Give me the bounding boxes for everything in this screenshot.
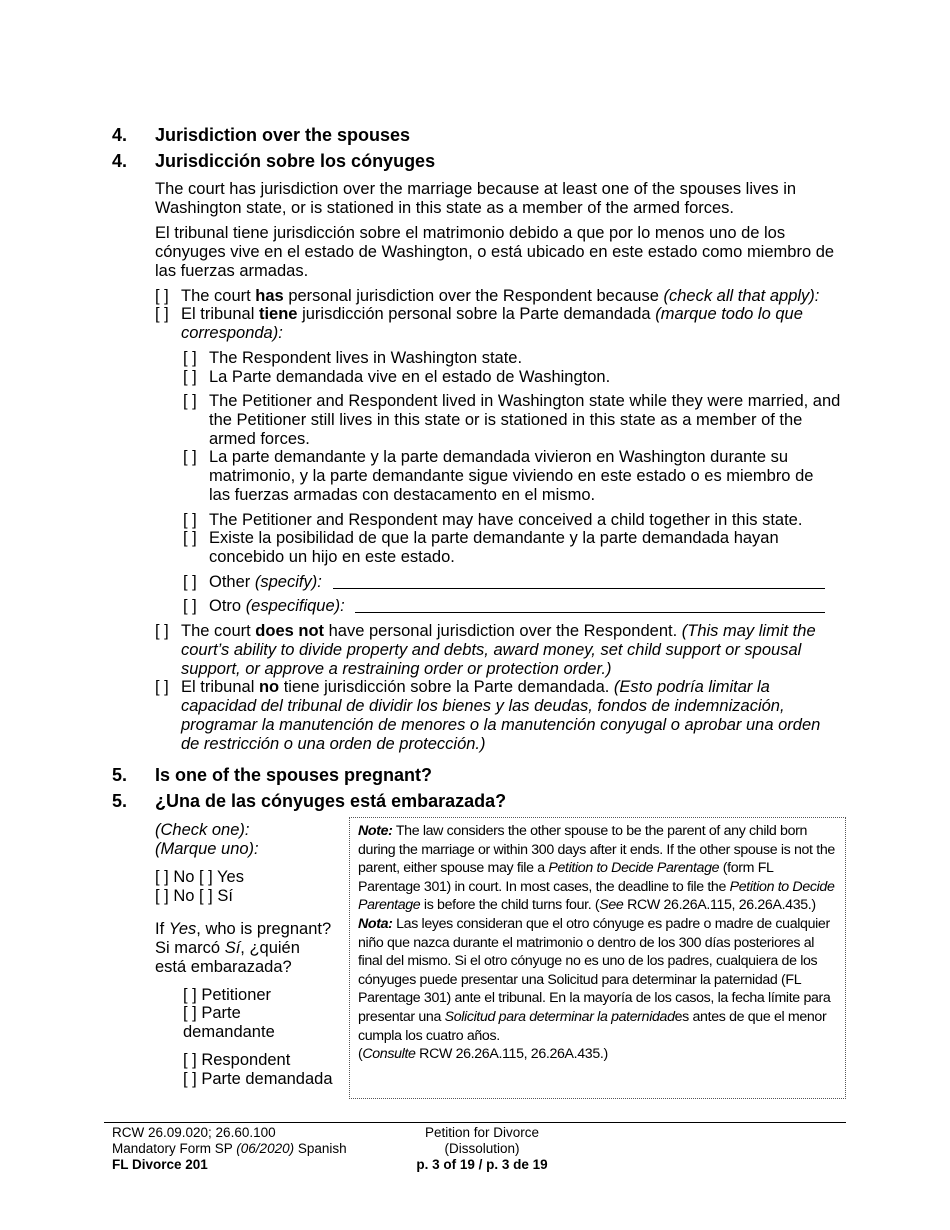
lived-while-married-label-es: La parte demandante y la parte demandada vivieron en Washington durante su matrimonio, y la parte demandante sigue viviendo en este estado o es miembro de las fuerzas armadas con destacamento en el mismo. xyxy=(209,448,814,504)
note-english: Note: The law considers the other spouse to be the parent of any child born during the marriage or within 300 days after it ends. If the other spouse is not the parent, either spouse may file a Petition to Decide Parentage (form FL Parentage 301) in court. In most cases, the deadline to file the Petition to Decide Parentage is before the child turns four. (See RCW 26.26A.115, 26.26A.435.) xyxy=(358,823,835,914)
checkbox[interactable]: [ ] xyxy=(155,678,169,696)
no-yes-checkboxes-es[interactable]: [ ] No [ ] Sí xyxy=(155,887,233,905)
other-option[interactable] xyxy=(183,573,383,592)
respondent-lives-option[interactable] xyxy=(183,349,843,368)
checkbox[interactable]: [ ] xyxy=(155,287,169,305)
has-jurisdiction-option[interactable] xyxy=(155,287,855,306)
note-spanish: Nota: Las leyes consideran que el otro cónyuge es padre o madre de cualquier niño que nazca durante el matrimonio o dentro de los 300 días posteriores al final del mismo. Si el otro cónyuge no es uno de los padres, cualquiera de los cónyuges puede presentar una Solicitud para determinar la paternidad (FL Parentage 301) ante el tribunal. En la mayoría de los casos, la fecha límite para presentar una Solicitud para determinar la paternidades antes de que el menor cumpla los cuatro años. (Consulte RCW 26.26A.115, 26.26A.435.) xyxy=(358,915,831,1063)
check-one-label: (Check one): xyxy=(155,821,250,839)
conceived-child-option-es[interactable] xyxy=(183,529,823,567)
footer-page-number: p. 3 of 19 / p. 3 de 19 xyxy=(416,1157,548,1172)
checkbox[interactable]: [ ] xyxy=(155,305,169,323)
jurisdiction-paragraph: The court has jurisdiction over the marriage because at least one of the spouses lives in Washington state, or is stationed in this state as a member of the armed forces. xyxy=(155,180,797,217)
lived-while-married-option[interactable] xyxy=(183,392,843,449)
no-jurisdiction-label-es: El tribunal no tiene jurisdicción sobre la Parte demandada. (Esto podría limitar la capacidad del tribunal de dividir los bienes y las deudas, fondos de indemnización, programar la manutención de menores o la manutención conyugal o aprobar una orden de restricción o una orden de protección.) xyxy=(181,678,821,753)
checkbox[interactable]: [ ] xyxy=(155,622,169,640)
other-label: Other (specify): xyxy=(209,573,322,591)
conceived-child-label-es: Existe la posibilidad de que la parte demandante y la parte demandada hayan concebido un hijo en este estado. xyxy=(209,529,779,566)
other-specify-input-es[interactable] xyxy=(355,612,825,613)
lived-while-married-option-es[interactable] xyxy=(183,448,823,505)
has-jurisdiction-label-es: El tribunal tiene jurisdicción personal sobre la Parte demandada (marque todo lo que corresponda): xyxy=(181,305,803,342)
check-one-label-es: (Marque uno): xyxy=(155,840,259,858)
respondent-option[interactable]: [ ] Respondent xyxy=(183,1051,291,1069)
footer-mandatory-form: Mandatory Form SP (06/2020) Spanish xyxy=(112,1141,347,1156)
respondent-lives-option-es[interactable] xyxy=(183,368,843,387)
checkbox[interactable]: [ ] xyxy=(183,597,197,615)
petitioner-option[interactable]: [ ] Petitioner xyxy=(183,986,272,1004)
footer-divider xyxy=(104,1122,846,1123)
checkbox[interactable]: [ ] xyxy=(183,529,197,547)
respondent-lives-label: The Respondent lives in Washington state. xyxy=(209,349,523,367)
no-jurisdiction-label: The court does not have personal jurisdiction over the Respondent. (This may limit the court’s ability to divide property and debts, award money, set child support or spousal support, or approve a restraining order or protection order.) xyxy=(181,622,816,678)
respondent-option-es[interactable]: [ ] Parte demandada xyxy=(183,1070,333,1088)
section-5-title-es: ¿Una de las cónyuges está embarazada? xyxy=(155,791,507,811)
has-jurisdiction-option-es[interactable] xyxy=(155,305,815,343)
petitioner-option-es[interactable]: [ ] Parte demandante xyxy=(183,1004,275,1041)
footer-rcw: RCW 26.09.020; 26.60.100 xyxy=(112,1125,276,1140)
no-yes-checkboxes[interactable]: [ ] No [ ] Yes xyxy=(155,868,244,886)
no-jurisdiction-option-es[interactable] xyxy=(155,678,830,754)
section-4-title-es: Jurisdicción sobre los cónyuges xyxy=(155,151,436,171)
checkbox[interactable]: [ ] xyxy=(183,368,197,386)
checkbox[interactable]: [ ] xyxy=(183,511,197,529)
checkbox[interactable]: [ ] xyxy=(183,448,197,466)
section-4-title: Jurisdiction over the spouses xyxy=(155,125,411,145)
who-pregnant-label-es: Si marcó Sí, ¿quién está embarazada? xyxy=(155,939,300,976)
jurisdiction-paragraph-es: El tribunal tiene jurisdicción sobre el matrimonio debido a que por lo menos uno de los cónyuges vive en el estado de Washington, o está ubicado en este estado como miembro de las fuerzas armadas. xyxy=(155,224,835,280)
other-label-es: Otro (especifique): xyxy=(209,597,345,615)
other-specify-input[interactable] xyxy=(333,588,825,589)
no-jurisdiction-option[interactable] xyxy=(155,622,830,679)
footer-title-2: (Dissolution) xyxy=(444,1141,520,1156)
conceived-child-label: The Petitioner and Respondent may have conceived a child together in this state. xyxy=(209,511,803,529)
respondent-lives-label-es: La Parte demandada vive en el estado de Washington. xyxy=(209,368,611,386)
footer-left xyxy=(112,1125,347,1173)
lived-while-married-label: The Petitioner and Respondent lived in Washington state while they were married, and the Petitioner still lives in this state or is stationed in this state as a member of the armed forces. xyxy=(209,392,841,448)
has-jurisdiction-label: The court has personal jurisdiction over the Respondent because (check all that apply): xyxy=(181,287,820,305)
footer-center xyxy=(372,1125,592,1173)
other-option-es[interactable] xyxy=(183,597,383,616)
footer-title-1: Petition for Divorce xyxy=(424,1125,540,1140)
conceived-child-option[interactable] xyxy=(183,511,843,530)
parentage-note-box xyxy=(349,817,846,1099)
section-4-number: 4. xyxy=(112,125,128,145)
footer-form-id: FL Divorce 201 xyxy=(112,1157,208,1172)
section-5-number-es: 5. xyxy=(112,791,128,811)
section-5-number: 5. xyxy=(112,765,128,785)
who-pregnant-label: If Yes, who is pregnant? xyxy=(155,920,332,938)
checkbox[interactable]: [ ] xyxy=(183,573,197,591)
section-4-number-es: 4. xyxy=(112,151,128,171)
checkbox[interactable]: [ ] xyxy=(183,349,197,367)
checkbox[interactable]: [ ] xyxy=(183,392,197,410)
section-5-title: Is one of the spouses pregnant? xyxy=(155,765,433,785)
